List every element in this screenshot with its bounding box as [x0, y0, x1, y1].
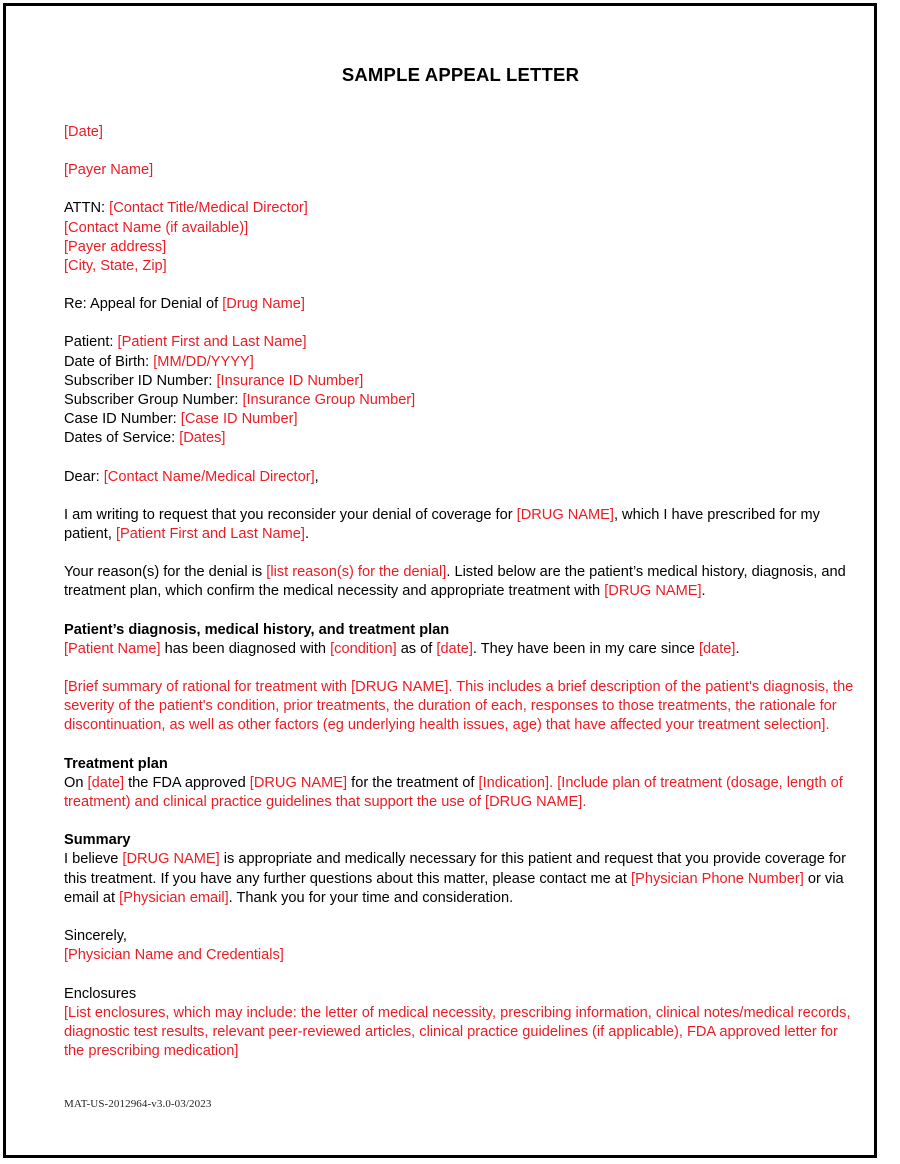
diagnosis-text-1: has been diagnosed with	[160, 640, 331, 657]
letter-page	[3, 3, 877, 1158]
recipient-address-block	[64, 199, 857, 276]
section-heading-diagnosis: Patient’s diagnosis, medical history, and treatment plan	[64, 621, 450, 638]
p1-text-1: I am writing to request that you reconsider your denial of coverage for	[64, 506, 517, 523]
patient-info-label: Subscriber Group Number:	[64, 392, 243, 409]
diagnosis-care-date-placeholder: [date]	[698, 640, 736, 657]
date-line	[64, 123, 857, 142]
patient-info-row	[64, 429, 857, 448]
section-heading-summary: Summary	[64, 832, 131, 849]
p1-patient-placeholder: [Patient First and Last Name]	[115, 526, 305, 543]
diagnosis-line	[64, 640, 857, 659]
attn-placeholder: [Contact Title/Medical Director]	[109, 200, 308, 217]
patient-info-value: [Patient First and Last Name]	[117, 334, 307, 351]
tp-text-4: .	[582, 794, 587, 811]
patient-info-value: [Dates]	[179, 430, 226, 447]
sm-email-placeholder: [Physician email]	[119, 889, 229, 906]
diagnosis-condition-placeholder: [condition]	[330, 640, 397, 657]
p2-text-2: . Listed below are the patient’s medical history, diagnosis, and treatment plan, which confirm the medical necessity and appropriate treatment with	[64, 564, 846, 600]
patient-info-label: Case ID Number:	[64, 411, 181, 428]
footer-job-code: MAT-US-2012964-v3.0-03/2023	[64, 1098, 212, 1110]
section-heading-enclosures: Enclosures	[64, 985, 137, 1002]
attn-line	[64, 199, 857, 218]
diagnosis-patient-placeholder: [Patient Name]	[64, 640, 161, 657]
payer-name-placeholder: [Payer Name]	[64, 162, 154, 179]
patient-info-row	[64, 353, 857, 372]
p1-text-2: , which I have prescribed for my patient,	[64, 506, 820, 543]
patient-info-value: [MM/DD/YYYY]	[153, 353, 254, 370]
salutation-comma: ,	[314, 468, 319, 485]
sm-text-4: . Thank you for your time and consideration.	[228, 889, 514, 906]
closing-signature-placeholder: [Physician Name and Credentials]	[64, 947, 284, 964]
closing-sincerely: Sincerely,	[64, 928, 127, 945]
patient-info-value: [Insurance ID Number]	[216, 372, 364, 389]
payer-name-line	[64, 161, 857, 180]
closing-block	[64, 927, 857, 965]
patient-info-value: [Case ID Number]	[180, 411, 298, 428]
tp-date-placeholder: [date]	[87, 774, 125, 791]
p1-text-3: .	[304, 526, 309, 543]
subject-drug-placeholder: [Drug Name]	[222, 296, 305, 313]
subject-line	[64, 295, 857, 314]
subject-label: Re: Appeal for Denial of	[64, 296, 223, 313]
patient-info-row	[64, 410, 857, 429]
p2-reason-placeholder: [list reason(s) for the denial]	[266, 564, 447, 581]
city-state-zip-line: [City, State, Zip]	[64, 258, 167, 275]
page-title: SAMPLE APPEAL LETTER	[341, 64, 580, 85]
date-placeholder: [Date]	[64, 124, 103, 140]
diagnosis-text-2: as of	[396, 640, 437, 657]
diagnosis-date-placeholder: [date]	[436, 640, 473, 657]
body-paragraph-2	[64, 563, 857, 601]
tp-text-2: the FDA approved	[124, 774, 250, 791]
patient-info-label: Date of Birth:	[64, 353, 154, 370]
tp-drug-placeholder: [DRUG NAME]	[249, 774, 348, 791]
sm-text-3: or via email at	[64, 870, 844, 906]
patient-info-row	[64, 391, 857, 410]
tp-text-1: On	[64, 774, 88, 791]
contact-name-line: [Contact Name (if available)]	[64, 219, 249, 236]
body-paragraph-1	[64, 506, 857, 544]
patient-info-label: Subscriber ID Number:	[64, 372, 217, 389]
letter-content	[64, 6, 857, 1061]
tp-text-3: for the treatment of	[347, 774, 479, 791]
patient-info-value: [Insurance Group Number]	[242, 392, 416, 409]
treatment-plan-line	[64, 774, 857, 812]
sm-drug-placeholder: [DRUG NAME]	[122, 851, 220, 868]
rationale-paragraph: [Brief summary of rational for treatment with [DRUG NAME]. This includes a brief description of the patient's diagnosis, the severity of the patient's condition, prior treatments, the duration of each, responses to those treatments, the rationale for discontinuation, as well as other factors (eg underlying health issues, age) that have affected your treatment selection].	[64, 679, 854, 734]
patient-info-label: Dates of Service:	[64, 430, 180, 447]
summary-paragraph	[64, 850, 857, 908]
salutation-placeholder: [Contact Name/Medical Director]	[103, 468, 315, 485]
p2-text-1: Your reason(s) for the denial is	[64, 564, 267, 581]
sm-text-1: I believe	[64, 851, 123, 868]
diagnosis-text-3: . They have been in my care since	[472, 640, 699, 657]
attn-label: ATTN:	[64, 200, 110, 217]
salutation-line	[64, 468, 857, 487]
tp-indication-placeholder: [Indication]. [Include plan of treatment (dosage, length of treatment) and clinical practice guidelines that support the use of [DRUG NAME]	[64, 774, 843, 811]
section-heading-treatment-plan: Treatment plan	[64, 755, 168, 772]
diagnosis-text-4: .	[735, 640, 740, 657]
patient-info-label: Patient:	[64, 334, 118, 351]
enclosures-list-placeholder: [List enclosures, which may include: the letter of medical necessity, prescribing information, clinical notes/medical records, diagnostic test results, relevant peer-reviewed articles, clinical practice guidelines (if applicable), FDA approved letter for the prescribing medication]	[64, 1004, 851, 1060]
patient-info-row	[64, 372, 857, 391]
sm-text-2: is appropriate and medically necessary for this patient and request that you provide coverage for this treatment. If you have any further questions about this matter, please contact me at	[64, 851, 846, 887]
sm-phone-placeholder: [Physician Phone Number]	[631, 870, 804, 887]
patient-info-row	[64, 333, 857, 352]
p2-drug-placeholder: [DRUG NAME]	[604, 583, 702, 600]
p1-drug-placeholder: [DRUG NAME]	[516, 506, 614, 523]
salutation-label: Dear:	[64, 468, 104, 485]
patient-info-block	[64, 333, 857, 448]
p2-text-3: .	[701, 583, 706, 600]
payer-address-line: [Payer address]	[64, 238, 167, 255]
